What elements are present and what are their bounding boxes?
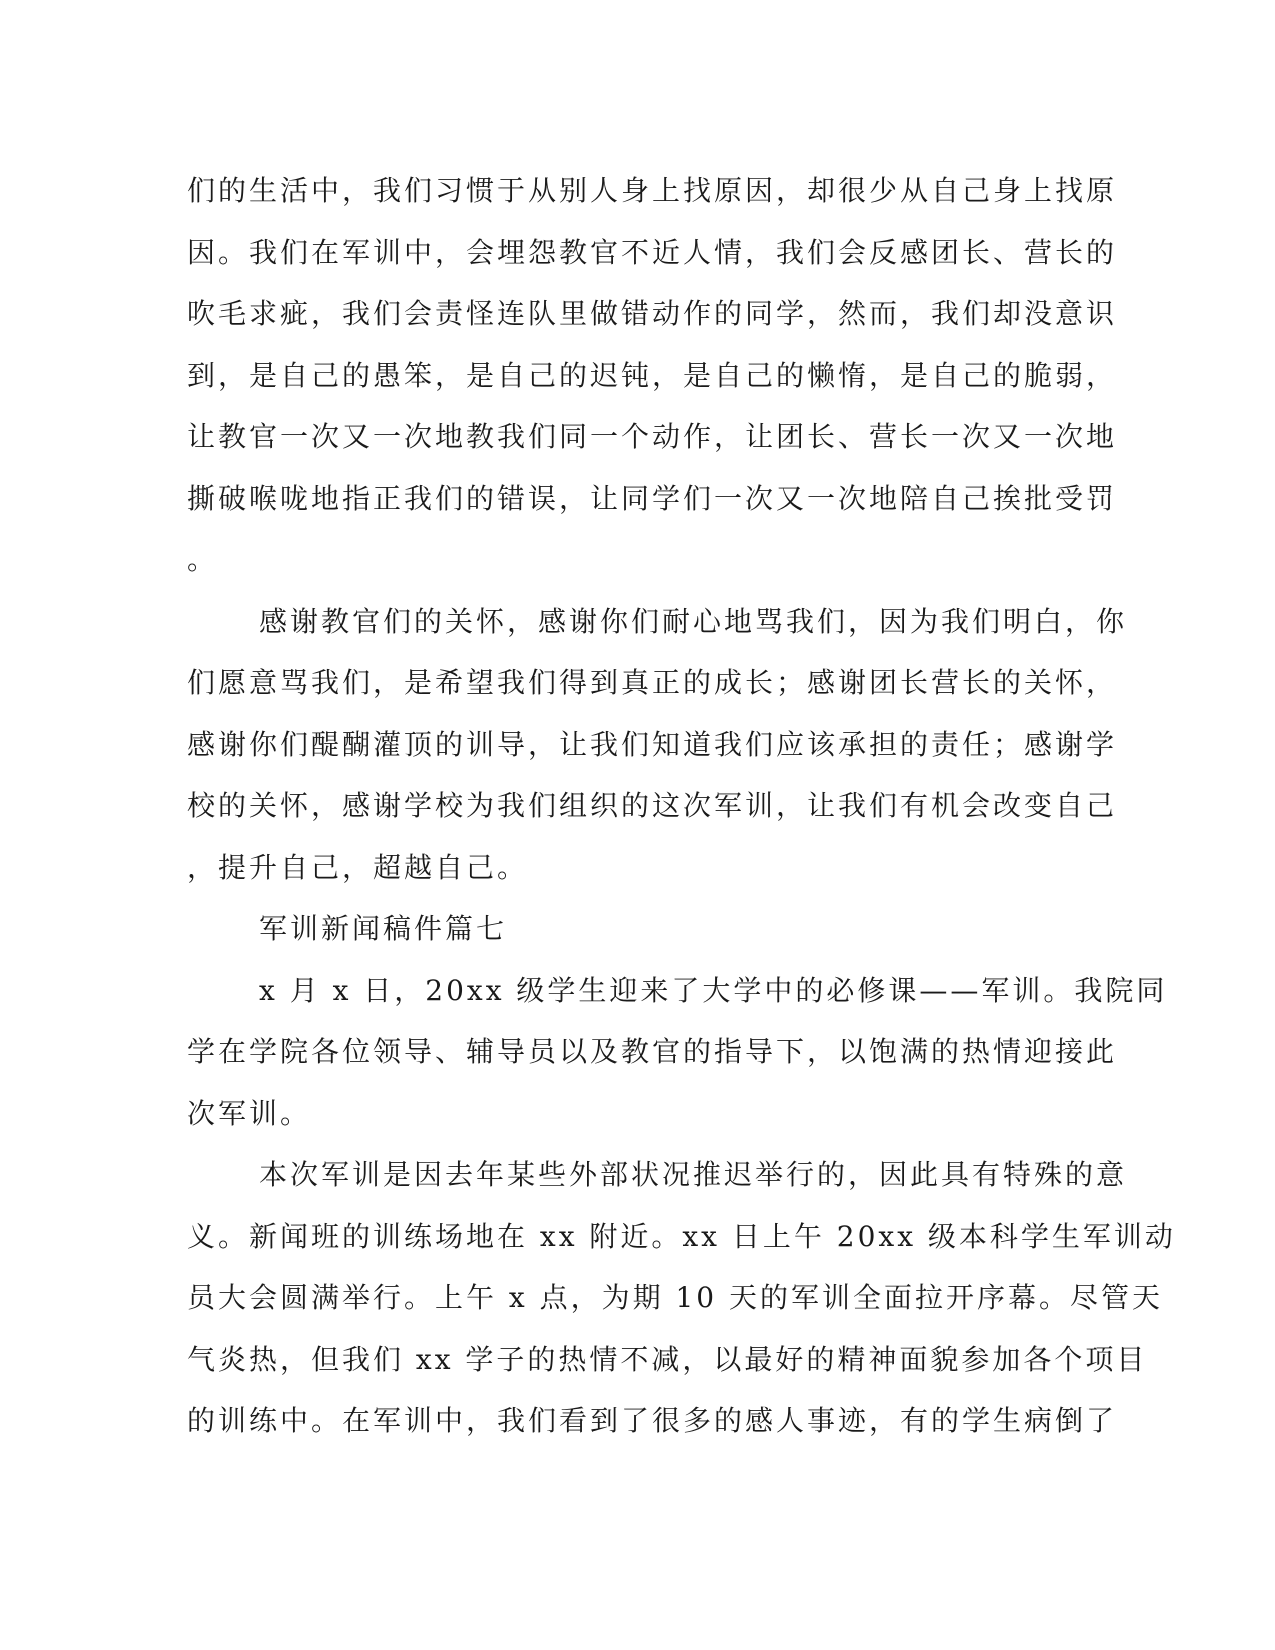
text-line: 次军训。 (187, 1096, 312, 1130)
text-line: 到，是自己的愚笨，是自己的迟钝，是自己的懒惰，是自己的脆弱， (187, 358, 1118, 392)
text-line: 学在学院各位领导、辅导员以及教官的指导下，以饱满的热情迎接此 (187, 1035, 1118, 1068)
paragraph-reflection (187, 160, 1118, 591)
paragraph-opening (187, 960, 1168, 1145)
text-line: 们的生活中，我们习惯于从别人身上找原因，却很少从自己身上找原 (187, 174, 1118, 207)
text-line: x 月 x 日，20xx 级学生迎来了大学中的必修课——军训。我院同 (259, 973, 1168, 1007)
text-line: 感谢教官们的关怀，感谢你们耐心地骂我们，因为我们明白，你 (259, 604, 1128, 638)
text-line: 本次军训是因去年某些外部状况推迟举行的，因此具有特殊的意 (259, 1158, 1128, 1191)
text-line: 员大会圆满举行。上午 x 点，为期 10 天的军训全面拉开序幕。尽管天 (187, 1281, 1164, 1314)
text-line: ，提升自己，超越自己。 (187, 850, 529, 884)
paragraph-training (187, 1144, 1176, 1452)
text-line: 气炎热，但我们 xx 学子的热情不减，以最好的精神面貌参加各个项目 (187, 1342, 1148, 1376)
paragraph-gratitude (187, 591, 1128, 899)
text-line: 义。新闻班的训练场地在 xx 附近。xx 日上午 20xx 级本科学生军训动 (187, 1219, 1176, 1253)
text-line: 让教官一次又一次地教我们同一个动作，让团长、营长一次又一次地 (187, 420, 1118, 453)
text-line: 校的关怀，感谢学校为我们组织的这次军训，让我们有机会改变自己 (187, 789, 1118, 822)
text-line: 的训练中。在军训中，我们看到了很多的感人事迹，有的学生病倒了 (187, 1404, 1118, 1437)
text-line: 。 (187, 543, 219, 576)
section-heading (187, 898, 1067, 960)
text-line: 感谢你们醍醐灌顶的训导，让我们知道我们应该承担的责任；感谢学 (187, 727, 1118, 761)
document-body (187, 160, 1176, 1452)
text-line: 吹毛求疵，我们会责怪连队里做错动作的同学，然而，我们却没意识 (187, 297, 1118, 330)
text-line: 因。我们在军训中，会埋怨教官不近人情，我们会反感团长、营长的 (187, 235, 1118, 269)
text-line: 军训新闻稿件篇七 (259, 912, 508, 945)
text-line: 们愿意骂我们，是希望我们得到真正的成长；感谢团长营长的关怀， (187, 666, 1118, 699)
text-line: 撕破喉咙地指正我们的错误，让同学们一次又一次地陪自己挨批受罚 (187, 481, 1118, 515)
